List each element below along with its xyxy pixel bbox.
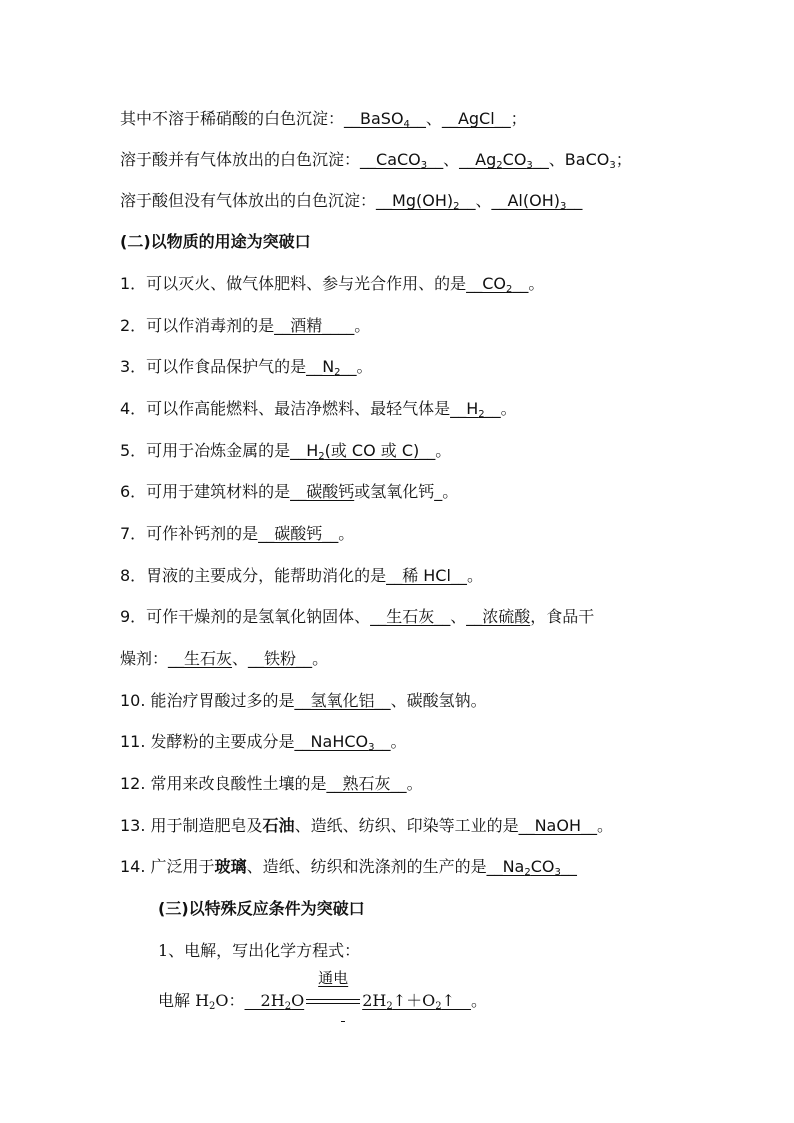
answer-agcl: __AgCl__ [441,109,511,128]
subsection-electrolysis: 1、电解，写出化学方程式： [158,941,361,960]
label: 其中不溶于稀硝酸的白色沉淀： [120,109,345,128]
answer-aloh3: $\_\_Al(OH)_3\_\_$ [491,191,583,212]
item-3: 3．可以作食品保护气的是$\_\_N_2\_\_$。 [120,357,373,378]
item-5: 5．可用于冶炼金属的是$\_\_H_2$(或 CO 或 C)__。 [120,441,452,462]
answer-ag2co3: $\_\_Ag_2CO_3\_\_$ [459,150,549,171]
equation-answer: $\_\_2H_2O$ 通电 $2H_2↑+O_2↑\_\_$ [244,969,472,1012]
precip-line-insoluble: 其中不溶于稀硝酸的白色沉淀：__BaSO$_4$__、__AgCl__； [120,109,527,130]
answer: __酒精____ [274,316,355,335]
item-13: 13. 用于制造肥皂及石油、造纸、纺织、印染等工业的是__NaOH__。 [120,816,613,835]
answer: $\_\_N_2\_\_$ [306,357,357,378]
answer: __NaHCO$_3$__ [294,732,391,753]
answer: __氢氧化铝__ [294,691,391,710]
item-9: 9．可作干燥剂的是氢氧化钠固体、__生石灰__、__浓硫酸，食品干 [120,607,595,626]
answer: $\_\_Na_2CO_3\_\_$ [486,857,577,878]
item-7: 7．可作补钙剂的是__碳酸钙__。 [120,524,355,543]
answer: __NaOH__ [518,816,597,835]
answer-a: __生石灰 [168,649,233,668]
minor-mark [341,1021,345,1022]
item-9-cont: 燥剂：__生石灰、__铁粉__。 [120,649,329,668]
precip-line-gas: 溶于酸并有气体放出的白色沉淀：__CaCO$_3$__、$\_\_Ag_2CO_3\_\_$、BaCO$_3$； [120,150,632,171]
reaction-condition: 通电 [306,990,360,1012]
answer-a: __生石灰__ [370,607,451,626]
item-14: 14. 广泛用于玻璃、造纸、纺织和洗涤剂的生产的是$\_\_Na_2CO_3\_\_$ [120,857,577,878]
section-2-title: (二)以物质的用途为突破口 [120,232,311,251]
item-2: 2．可以作消毒剂的是__酒精____。 [120,316,371,335]
answer-b: __浓硫酸 [466,607,531,626]
answer: __碳酸钙 [290,482,355,501]
answer-mgoh2: $\_\_Mg(OH)_2\_\_$ [376,191,476,212]
item-4: 4．可以作高能燃料、最洁净燃料、最轻气体是$\_\_H_2\_\_$。 [120,399,517,420]
answer: __碳酸钙__ [258,524,339,543]
answer-baso4: __BaSO$_4$__ [344,109,426,130]
label: 溶于酸但没有气体放出的白色沉淀： [120,191,377,210]
label: 溶于酸并有气体放出的白色沉淀： [120,150,361,169]
item-10: 10. 能治疗胃酸过多的是__氢氧化铝__、碳酸氢钠。 [120,691,487,710]
equation-electrolysis-water: 电解 $H_2O$：$\_\_2H_2O$ 通电 $2H_2↑+O_2↑\_\_$。 [158,969,488,1012]
answer: __熟石灰__ [326,774,407,793]
answer: $\_\_H_2\_\_$ [450,399,501,420]
item-12: 12. 常用来改良酸性土壤的是__熟石灰__。 [120,774,423,793]
section-3-title: (三)以特殊反应条件为突破口 [158,899,365,918]
item-1: 1．可以灭火、做气体肥料、参与光合作用、的是$\_\_CO_2\_\_$。 [120,274,545,295]
answer: $\_\_H_2$(或 CO 或 C)__ [290,441,436,462]
answer: $\_\_CO_2\_\_$ [466,274,529,295]
answer-b: __铁粉__ [248,649,313,668]
item-6: 6．可用于建筑材料的是__碳酸钙或氢氧化钙_。 [120,482,459,501]
answer: __稀 HCl__ [386,566,467,585]
item-11: 11. 发酵粉的主要成分是__NaHCO$_3$__。 [120,732,407,753]
answer-caco3: __CaCO$_3$__ [360,150,444,171]
precip-line-nogas: 溶于酸但没有气体放出的白色沉淀：$\_\_Mg(OH)_2\_\_$、$\_\_Al(OH)_3\_\_$ [120,191,583,212]
item-8: 8．胃液的主要成分，能帮助消化的是__稀 HCl__。 [120,566,483,585]
